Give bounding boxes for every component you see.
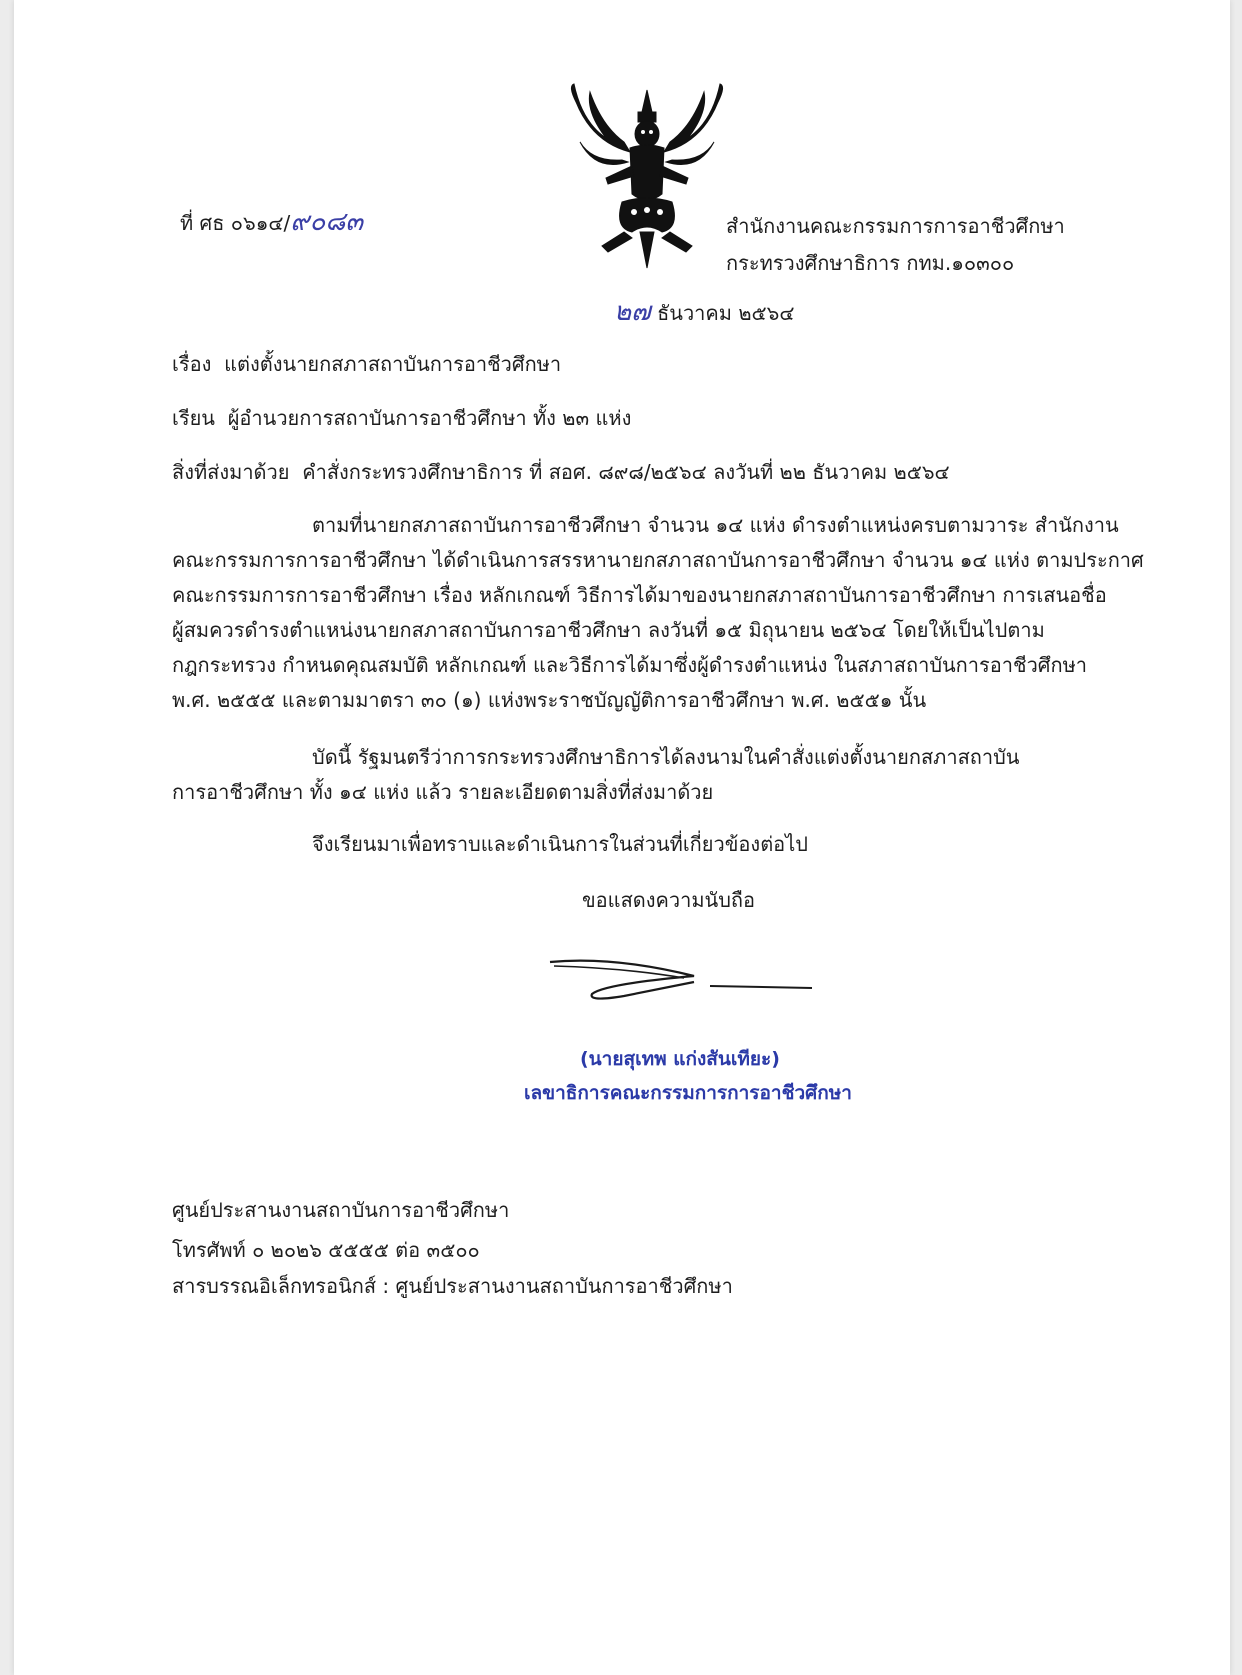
paragraph-line: ตามที่นายกสภาสถาบันการอาชีวศึกษา จำนวน ๑๔ แห่ง ดำรงตำแหน่งครบตามวาระ สำนักงาน xyxy=(312,513,1119,537)
date-month-year: ธันวาคม ๒๕๖๔ xyxy=(657,301,795,325)
body-paragraph-2 xyxy=(172,740,1072,810)
reference-printed: ที่ ศธ ๐๖๑๔/ xyxy=(180,211,291,235)
paragraph-line: พ.ศ. ๒๕๕๕ และตามมาตรา ๓๐ (๑) แห่งพระราชบัญญัติการอาชีวศึกษา พ.ศ. ๒๕๕๑ นั้น xyxy=(172,688,927,712)
footer-email: สารบรรณอิเล็กทรอนิกส์ : ศูนย์ประสานงานสถาบันการอาชีวศึกษา xyxy=(172,1274,733,1298)
recipient-label: เรียน xyxy=(172,406,215,430)
reference-number xyxy=(180,208,363,237)
enclosure-text: คำสั่งกระทรวงศึกษาธิการ ที่ สอศ. ๘๙๘/๒๕๖๔ ลงวันที่ ๒๒ ธันวาคม ๒๕๖๔ xyxy=(302,460,950,484)
reference-handwritten: ๙๐๘๓ xyxy=(290,207,364,237)
garuda-emblem-icon xyxy=(562,82,732,272)
enclosure-line xyxy=(172,458,950,486)
paragraph-line: ผู้สมควรดำรงตำแหน่งนายกสภาสถาบันการอาชีวศึกษา ลงวันที่ ๑๕ มิถุนายน ๒๕๖๔ โดยให้เป็นไปตาม xyxy=(172,618,1045,642)
paragraph-line: การอาชีวศึกษา ทั้ง ๑๔ แห่ง แล้ว รายละเอียดตามสิ่งที่ส่งมาด้วย xyxy=(172,780,714,804)
paragraph-line: บัดนี้ รัฐมนตรีว่าการกระทรวงศึกษาธิการได้ลงนามในคำสั่งแต่งตั้งนายกสภาสถาบัน xyxy=(312,745,1020,769)
body-paragraph-1 xyxy=(172,508,1144,718)
office-address: กระทรวงศึกษาธิการ กทม.๑๐๓๐๐ xyxy=(726,251,1015,275)
office-name: สำนักงานคณะกรรมการการอาชีวศึกษา xyxy=(726,214,1065,238)
paragraph-line: คณะกรรมการการอาชีวศึกษา ได้ดำเนินการสรรหานายกสภาสถาบันการอาชีวศึกษา จำนวน ๑๔ แห่ง ตามประกาศ xyxy=(172,548,1144,572)
recipient-text: ผู้อำนวยการสถาบันการอาชีวศึกษา ทั้ง ๒๓ แห่ง xyxy=(227,406,632,430)
closing-salutation: ขอแสดงความนับถือ xyxy=(582,888,756,912)
subject-text: แต่งตั้งนายกสภาสถาบันการอาชีวศึกษา xyxy=(224,352,562,376)
body-paragraph-3: จึงเรียนมาเพื่อทราบและดำเนินการในส่วนที่เกี่ยวข้องต่อไป xyxy=(312,832,808,856)
subject-line xyxy=(172,350,561,378)
letter-page xyxy=(14,0,1230,1675)
recipient-line xyxy=(172,404,631,432)
footer-unit: ศูนย์ประสานงานสถาบันการอาชีวศึกษา xyxy=(172,1198,510,1222)
subject-label: เรื่อง xyxy=(172,352,212,376)
paragraph-line: กฎกระทรวง กำหนดคุณสมบัติ หลักเกณฑ์ และวิธีการได้มาซึ่งผู้ดำรงตำแหน่ง ในสภาสถาบันการอาชีวศึกษา xyxy=(172,653,1088,677)
enclosure-label: สิ่งที่ส่งมาด้วย xyxy=(172,460,290,484)
date-day-handwritten: ๒๗ xyxy=(614,297,651,327)
letter-date xyxy=(614,298,794,327)
signer-name: (นายสุเทพ แก่งสันเทียะ) xyxy=(580,1048,780,1070)
footer-phone: โทรศัพท์ ๐ ๒๐๒๖ ๕๕๕๕ ต่อ ๓๕๐๐ xyxy=(172,1238,480,1262)
signer-title: เลขาธิการคณะกรรมการการอาชีวศึกษา xyxy=(524,1082,852,1104)
paragraph-line: คณะกรรมการการอาชีวศึกษา เรื่อง หลักเกณฑ์ วิธีการได้มาของนายกสภาสถาบันการอาชีวศึกษา การเสนอชื่อ xyxy=(172,583,1107,607)
signature-icon xyxy=(544,948,824,1012)
